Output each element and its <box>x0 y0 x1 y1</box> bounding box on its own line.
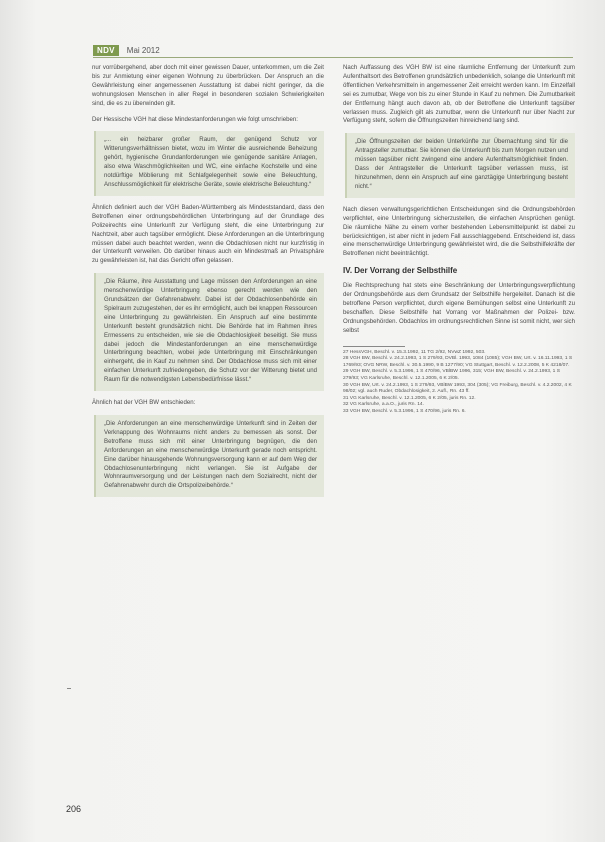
paragraph: Nach diesen verwaltungsgerichtlichen Entscheidungen sind die Ordnungsbehörden verpflichtet, eine Unterbringung sicherzustellen, die einfachen Ansprüchen genügt. Die räumliche Nähe zu einem vorher bestehenden Lebensmittelpunkt ist dabei zu berücksichtigen, ist aber nicht in jedem Fall ausschlaggebend. Entscheidend ist, dass eine menschenwürdige Unterbringung gewährleistet wird, die die Selbsthilfekräfte der Betroffenen nicht beeinträchtigt. <box>343 205 575 258</box>
footnotes <box>343 350 575 416</box>
header-rule <box>93 57 573 58</box>
block-quote <box>94 131 324 195</box>
footnote: 33 VGH BW, Beschl. v. 5.3.1996, 1 S 470/96, juris Rn. 6. <box>343 408 466 414</box>
paragraph: Ähnlich definiert auch der VGH Baden-Württemberg als Mindeststandard, dass den Betroffenen einer ordnungsbehördlichen Unterbringung auf der Grundlage des Polizeirechts eine Unterkunft zur Verfügung steht, die eine Unterbringung zur Nachtzeit, aber auch tagsüber ermöglicht. Diese Anforderungen an die Unterbringung müssen dabei auch beachtet werden, wenn die Obdachlosen nicht nur kurzfristig in der Unterkunft verweilen. Ob darüber hinaus auch ein Mindestmaß an Privatsphäre zu gewährleisten ist, hat das Gericht offen gelassen. <box>92 203 324 265</box>
footnote: 29 VGH BW, Beschl. v. 5.3.1996, 1 S 470/96, VBlBW 1996, 315; VGH BW, Beschl. v. 24.2.1993, 1 S 279/93; VG Karlsruhe, Beschl. v. 12.1.2005, 6 K 2/05. <box>343 369 561 381</box>
block-quote <box>345 133 575 197</box>
paragraph: Ähnlich hat der VGH BW entschieden: <box>92 399 196 407</box>
quote-text: „... ein heizbarer großer Raum, der genügend Schutz vor Witterungsverhältnissen bietet, wozu im Winter die ausreichende Beheizung gehört, hygienische Grundanforderungen wie genügende sanitäre Anlagen, also etwa Waschmöglichkeiten und WC, eine einfache Kochstelle und eine notdürftige Möblierung mit Schlafgelegenheit sowie eine Beleuchtung, Anschlussmöglichkeit für elektrische Geräte, sowie elektrische Beleuchtung.“ <box>104 136 317 188</box>
page-number: 206 <box>66 804 82 814</box>
journal-badge: NDV <box>93 45 119 56</box>
block-quote <box>94 415 324 497</box>
paragraph: Der Hessische VGH hat diese Mindestanforderungen wie folgt umschrieben: <box>92 115 298 123</box>
paragraph: nur vorrübergehend, aber doch mit einer gewissen Dauer, unterkommen, um die Zeit bis zur Anmietung einer eigenen Wohnung zu überbrücken. Der Anspruch an die Gewährleistung einer angemessenen Ausstattung ist dabei nicht geringer, da die wohnungslosen Menschen in aller Regel in besonderen sozialen Schwierigkeiten sind, die es zu überwinden gilt. <box>92 64 324 107</box>
footnote: 28 VGH BW, Beschl. v. 24.2.1993, 1 S 279/93, DVBl. 1993, 1084 (1085); VGH BW, Urt. v. 16.11.1993, 1 S 1769/93; OVG NRW, Beschl. v. 30.5.1990, 9 B 1277/90; VG Stuttgart, Beschl. v. 12.2.2008, 5 K 4218/07. <box>343 356 573 368</box>
footnote-rule <box>343 346 405 347</box>
left-column <box>92 64 324 505</box>
block-quote <box>94 273 324 391</box>
issue-date: Mai 2012 <box>126 45 160 55</box>
footnote: 30 VGH BW, Urt. v. 24.2.1993, 1 S 279/93, VBlBW 1993, 304 (305); VG Freiburg, Beschl. v. 4.2.2002, 4 K 98/02; vgl. auch Ruder, Obdachlosigkeit, 2. Aufl., Rn. 43 ff. <box>343 382 572 395</box>
page-header <box>93 44 160 56</box>
quote-text: „Die Öffnungszeiten der beiden Unterkünfte zur Übernachtung sind für die Antragsteller zumutbar. Sie können die Unterkunft bis zum Morgen nutzen und müssen tagsüber nicht zwingend eine andere Aufenthaltsmöglichkeit finden. Dass der Antragsteller die Unterkunft tagsüber verlassen muss, ist hinzunehmen, denn ein Anspruch auf eine ganztägige Unterbringung besteht nicht.“ <box>355 138 568 190</box>
paragraph: Die Rechtsprechung hat stets eine Beschränkung der Unterbringungsverpflichtung der Ordnungsbehörde aus dem Grundsatz der Selbsthilfe hergeleitet. Danach ist die betroffene Person verpflichtet, durch eigene Bemühungen selbst eine Unterkunft zu beschaffen. Diese Selbsthilfe hat Vorrang vor Maßnahmen der Polizei- bzw. Ordnungsbehörden. Obdachlos im ordnungsrechtlichen Sinne ist somit nicht, wer sich selbst <box>343 282 575 334</box>
section-heading: IV. Der Vorrang der Selbsthilfe <box>343 266 458 276</box>
footnote: 31 VG Karlsruhe, Beschl. v. 12.1.2005, 6 K 2/05, juris Rn. 12. <box>343 395 476 401</box>
quote-text: „Die Anforderungen an eine menschenwürdige Unterkunft sind in Zeiten der Verknappung des Wohnraums nicht anders zu bemessen als sonst. Der Betroffene muss sich mit einer Unterbringung begnügen, die den Anforderungen an eine menschenwürdige Unterkunft gerade noch entspricht. Eine darüber hinausgehende Wohnungsversorgung kann er auf dem Weg der Obdachlosenunterbringung nicht verlangen. Sie ist Aufgabe der Wohnraumversorgung und der Leistungen nach dem Sozialrecht, nicht der Gefahrenabwehr durch die Ortspolizeibehörde.“ <box>104 420 317 490</box>
right-column <box>343 64 575 416</box>
margin-mark <box>67 688 71 689</box>
quote-text: „Die Räume, ihre Ausstattung und Lage müssen den Anforderungen an eine menschenwürdige Unterbringung ebenso gerecht werden wie den Grundsätzen der Gefahrenabwehr. Dabei ist der Obdachlosenbehörde ein Spielraum zuzugestehen, der es ihr ermöglicht, auch bei knappen Ressourcen eine Unterbringung zu gewährleisten. Ein Anspruch auf eine bestimmte Unterkunft besteht grundsätzlich nicht. Die Behörde hat im Rahmen ihres Ermessens zu entscheiden, wie sie die Obdachlosigkeit beseitigt. Sie muss dabei jedoch die Mindestanforderungen an eine menschenwürdige Unterbringung beachten, wobei jede Unterbringung mit Einschränkungen einhergeht, die in Kauf zu nehmen sind. Der Obdachlose muss sich mit einer einfachen Unterkunft zufriedengeben, die Schutz vor der Witterung bietet und Raum für die notwendigsten Lebensbedürfnisse lässt.“ <box>104 278 317 384</box>
footnote: 27 HessVGH, Beschl. v. 15.3.1992, 11 TG 2/92, NVwZ 1992, 503. <box>343 349 486 355</box>
paragraph: Nach Auffassung des VGH BW ist eine räumliche Entfernung der Unterkunft zum Aufenthaltsort des Betroffenen grundsätzlich unbedenklich, solange die Unterkunft mit öffentlichen Verkehrsmitteln in angemessener Zeit erreicht werden kann. Im Einzelfall sei es zumutbar, Wege von bis zu einer Stunde in Kauf zu nehmen. Die Zumutbarkeit der Entfernung hängt auch davon ab, ob der Betroffene die Unterkunft tagsüber verlassen muss. Zugleich gilt als zumutbar, wenn die Unterkunft nur über Nacht zur Verfügung steht, sofern die Öffnungszeiten hinreichend lang sind. <box>343 64 575 125</box>
footnote: 32 VG Karlsruhe, a.a.O., juris Rn. 14. <box>343 402 425 408</box>
